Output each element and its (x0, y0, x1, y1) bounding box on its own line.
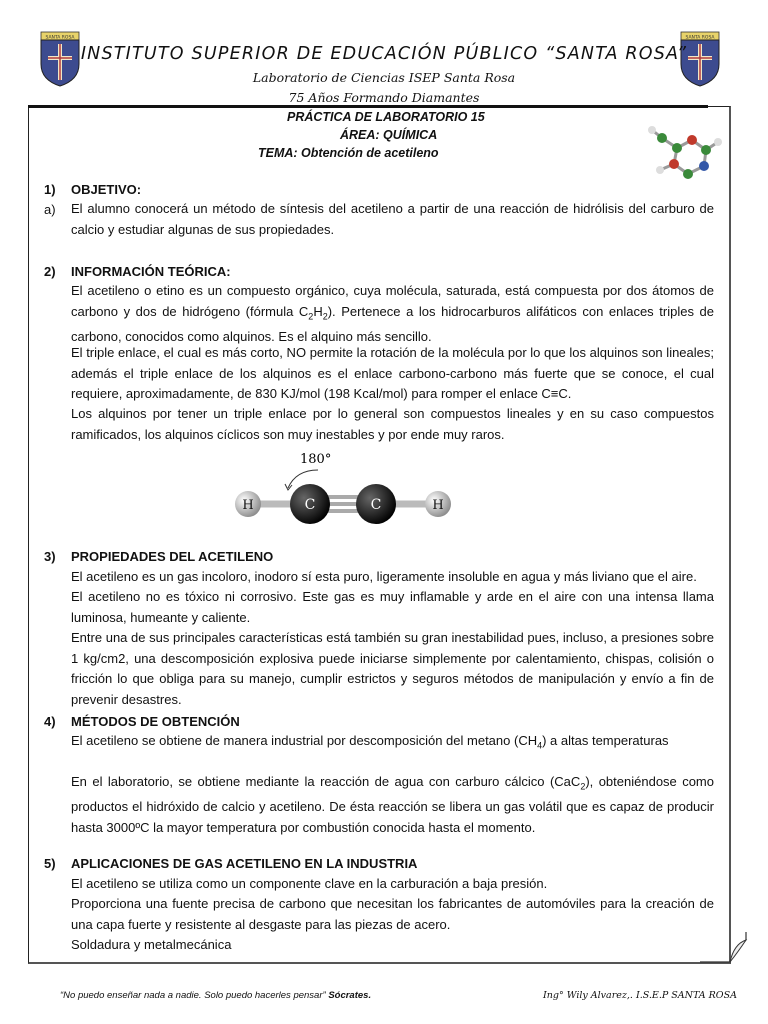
section-2-title: INFORMACIÓN TEÓRICA: (71, 264, 231, 279)
methods-paragraph-1: El acetileno se obtiene de manera industrial por descomposición del metano $(CH_4)$ a altas temperaturas (71, 733, 669, 751)
theory-paragraph-2: El triple enlace, el cual es más corto, NO permite la rotación de la molécula por lo que los alquinos son lineales; además el triple enlace de los alquinos es el enlace carbono-carbono más fuerte que se conoce, el cual requiere, aproximadamente, de 830 KJ/mol (198 Kcal/mol) para romper el enlace C≡C. (71, 345, 714, 401)
footer-credit: Ing° Wily Alvarez,. I.S.E.P SANTA ROSA (543, 990, 737, 1001)
applications-paragraph-2: Proporciona una fuente precisa de carbono que necesitan los fabricantes de automóviles para la creación de una capa fuerte y resistente al desgaste para las piezas de acero. (71, 896, 714, 932)
footer-quote: “No puedo enseñar nada a nadie. Solo puedo hacerles pensar” Sócrates. (60, 990, 372, 1001)
theory-paragraph-1: El acetileno o etino es un compuesto orgánico, cuya molécula, saturada, está compuesta por dos átomos de carbono y dos de hidrógeno (fórmula $C_2H_2$). Pertenece a los hidrocarburos alifáticos con enlaces triples de carbono, conocidos como alquinos. Es el alquino más sencillo. (71, 283, 714, 344)
anniversary-subtitle: 75 Años Formando Diamantes (288, 90, 480, 105)
theory-paragraph-3: Los alquinos por tener un triple enlace por lo general son compuestos lineales y en su caso compuestos ramificados, los alquinos cíclicos son muy inestables y por ende muy raros. (71, 406, 714, 442)
practice-topic: TEMA: Obtención de acetileno (258, 146, 439, 160)
section-5-number: 5) (44, 856, 56, 871)
acetylene-structure-figure (230, 448, 462, 532)
applications-paragraph-1: El acetileno se utiliza como un componente clave en la carburación a baja presión. (71, 876, 548, 891)
section-2-number: 2) (44, 264, 56, 279)
svg-text:C: C (370, 497, 382, 513)
section-5-title: APLICACIONES DE GAS ACETILENO EN LA INDUSTRIA (71, 856, 418, 871)
header-rule (28, 105, 708, 108)
practice-number: PRÁCTICA DE LABORATORIO 15 (287, 110, 485, 124)
section-4-number: 4) (44, 714, 56, 729)
bond-angle-label: 180° (300, 452, 332, 467)
practice-area: ÁREA: QUÍMICA (340, 128, 438, 142)
properties-paragraph-2: El acetileno no es tóxico ni corrosivo. Este gas es muy inflamable y arde en el aire con una intensa llama luminosa, humeante y caliente. (71, 589, 714, 625)
svg-text:H: H (242, 498, 254, 513)
section-4-title: MÉTODOS DE OBTENCIÓN (71, 714, 240, 729)
objective-text: El alumno conocerá un método de síntesis del acetileno a partir de una reacción de hidrólisis del carburo de calcio y estudiar algunas de sus propiedades. (71, 201, 714, 237)
lab-subtitle: Laboratorio de Ciencias ISEP Santa Rosa (252, 70, 516, 85)
section-1-number: 1) (44, 182, 56, 197)
properties-paragraph-1: El acetileno es un gas incoloro, inodoro sí esta puro, ligeramente insoluble en agua y más liviano que el aire. (71, 569, 697, 584)
objective-item-letter: a) (44, 202, 56, 217)
svg-text:H: H (432, 498, 444, 513)
svg-text:SANTA ROSA: SANTA ROSA (45, 35, 75, 41)
methods-paragraph-2: En el laboratorio, se obtiene mediante la reacción de agua con carburo cálcico (CaC$_2$), obteniéndose como productos el hidróxido de calcio y acetileno. De ésta reacción se libera un gas volátil que es capaz de producir hasta 3000ºC la mayor temperatura por combustión conocida hasta el momento. (71, 774, 714, 835)
applications-paragraph-3: Soldadura y metalmecánica (71, 937, 232, 952)
institute-title: INSTITUTO SUPERIOR DE EDUCACIÓN PÚBLICO “SANTA ROSA” (80, 44, 688, 64)
properties-paragraph-3: Entre una de sus principales características está también su gran inestabilidad pues, incluso, a presiones sobre 1 kg/cm2, una descomposición explosiva puede iniciarse simplemente por calentamiento, chispas, colisión o fricción lo que obliga para su manejo, cumplir estrictos y seguros métodos de manipulación y envío a fin de prevenir desastres. (71, 630, 714, 707)
svg-text:SANTA ROSA: SANTA ROSA (685, 35, 715, 41)
svg-text:C: C (304, 497, 316, 513)
section-1-title: OBJETIVO: (71, 182, 142, 197)
molecule-model-icon (642, 118, 726, 188)
section-3-title: PROPIEDADES DEL ACETILENO (71, 549, 274, 564)
section-3-number: 3) (44, 549, 56, 564)
